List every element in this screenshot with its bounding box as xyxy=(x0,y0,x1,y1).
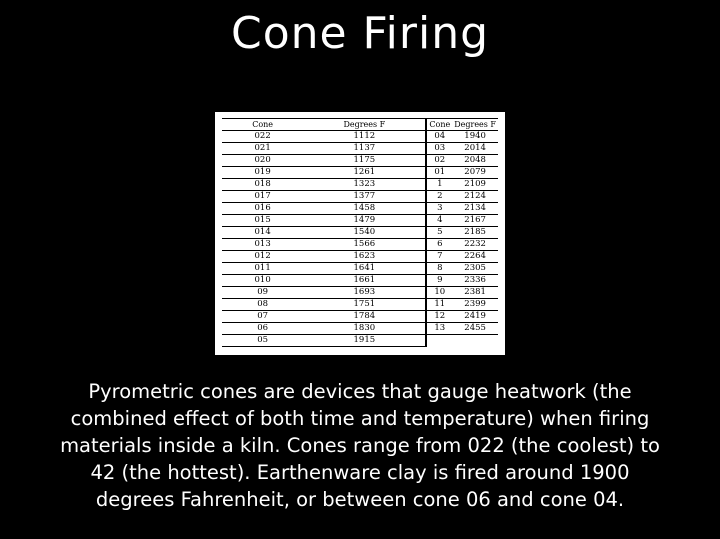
cell-cone-right: 10 xyxy=(427,287,452,299)
cone-table xyxy=(222,118,498,347)
cell-degrees-left: 1137 xyxy=(303,143,426,155)
cell-cone-left: 05 xyxy=(222,335,303,347)
cell-cone-left: 015 xyxy=(222,215,303,227)
cell-cone-right: 5 xyxy=(427,227,452,239)
cell-cone-left: 018 xyxy=(222,179,303,191)
cell-degrees-left: 1784 xyxy=(303,311,426,323)
cell-degrees-right: 1940 xyxy=(452,131,498,143)
header-cone-left: Cone xyxy=(222,119,303,131)
cell-degrees-left: 1566 xyxy=(303,239,426,251)
cell-cone-right: 3 xyxy=(427,203,452,215)
body-paragraph: Pyrometric cones are devices that gauge heatwork (the combined effect of both time and temperature) when firing materials inside a kiln. Cones range from 022 (the coolest) to 42 (the hottest). Earthenware clay is fired around 1900 degrees Fahrenheit, or between cone 06 and cone 04. xyxy=(60,380,660,511)
cell-degrees-right: 2048 xyxy=(452,155,498,167)
cell-degrees-right: 2399 xyxy=(452,299,498,311)
cell-cone-right: 04 xyxy=(427,131,452,143)
cell-cone-right: 6 xyxy=(427,239,452,251)
cell-cone-right: 4 xyxy=(427,215,452,227)
cell-degrees-left: 1661 xyxy=(303,275,426,287)
table-row xyxy=(222,203,498,215)
cell-degrees-left: 1377 xyxy=(303,191,426,203)
cell-cone-right: 1 xyxy=(427,179,452,191)
cell-cone-left: 012 xyxy=(222,251,303,263)
table-row xyxy=(222,227,498,239)
table-row xyxy=(222,323,498,335)
cell-degrees-left: 1641 xyxy=(303,263,426,275)
table-row xyxy=(222,215,498,227)
cell-cone-right: 13 xyxy=(427,323,452,335)
table-row xyxy=(222,191,498,203)
table-header-row xyxy=(222,119,498,131)
cell-degrees-right: 2167 xyxy=(452,215,498,227)
cell-degrees-left: 1751 xyxy=(303,299,426,311)
table-row xyxy=(222,311,498,323)
cell-cone-right: 12 xyxy=(427,311,452,323)
cell-cone-left: 08 xyxy=(222,299,303,311)
cell-cone-left: 06 xyxy=(222,323,303,335)
cell-degrees-left: 1693 xyxy=(303,287,426,299)
cell-degrees-right: 2185 xyxy=(452,227,498,239)
cell-degrees-right: 2336 xyxy=(452,275,498,287)
cell-degrees-right: 2381 xyxy=(452,287,498,299)
cell-degrees-right: 2014 xyxy=(452,143,498,155)
cell-cone-right xyxy=(427,335,452,347)
cone-temperature-table xyxy=(215,112,505,355)
cell-degrees-left: 1323 xyxy=(303,179,426,191)
cell-degrees-left: 1112 xyxy=(303,131,426,143)
cell-cone-left: 019 xyxy=(222,167,303,179)
cell-degrees-right: 2134 xyxy=(452,203,498,215)
table-row xyxy=(222,263,498,275)
cell-degrees-right: 2264 xyxy=(452,251,498,263)
cell-degrees-left: 1175 xyxy=(303,155,426,167)
cell-degrees-right: 2305 xyxy=(452,263,498,275)
cell-cone-right: 02 xyxy=(427,155,452,167)
cell-cone-right: 8 xyxy=(427,263,452,275)
table-row xyxy=(222,251,498,263)
cell-degrees-left: 1540 xyxy=(303,227,426,239)
cell-cone-left: 09 xyxy=(222,287,303,299)
cell-degrees-left: 1830 xyxy=(303,323,426,335)
cell-degrees-right: 2232 xyxy=(452,239,498,251)
header-degrees-left: Degrees F xyxy=(303,119,426,131)
table-row xyxy=(222,287,498,299)
cell-cone-left: 021 xyxy=(222,143,303,155)
cell-cone-left: 011 xyxy=(222,263,303,275)
cell-cone-left: 013 xyxy=(222,239,303,251)
cell-cone-left: 016 xyxy=(222,203,303,215)
cell-cone-left: 020 xyxy=(222,155,303,167)
cell-cone-left: 022 xyxy=(222,131,303,143)
table-row xyxy=(222,299,498,311)
cell-degrees-left: 1479 xyxy=(303,215,426,227)
cell-degrees-left: 1261 xyxy=(303,167,426,179)
cell-cone-right: 7 xyxy=(427,251,452,263)
cell-degrees-right: 2079 xyxy=(452,167,498,179)
cell-degrees-right: 2109 xyxy=(452,179,498,191)
table-row xyxy=(222,335,498,347)
table-row xyxy=(222,239,498,251)
table-row xyxy=(222,131,498,143)
cell-cone-right: 9 xyxy=(427,275,452,287)
cell-cone-left: 017 xyxy=(222,191,303,203)
table-row xyxy=(222,179,498,191)
cell-cone-right: 2 xyxy=(427,191,452,203)
table-row xyxy=(222,143,498,155)
page-title: Cone Firing xyxy=(230,8,490,59)
cell-cone-left: 010 xyxy=(222,275,303,287)
cell-degrees-right: 2419 xyxy=(452,311,498,323)
table-header xyxy=(222,119,498,131)
cell-cone-left: 014 xyxy=(222,227,303,239)
cell-degrees-right: 2124 xyxy=(452,191,498,203)
cell-cone-left: 07 xyxy=(222,311,303,323)
header-cone-right: Cone xyxy=(427,119,452,131)
table-body xyxy=(222,131,498,347)
cell-degrees-right: 2455 xyxy=(452,323,498,335)
cell-cone-right: 11 xyxy=(427,299,452,311)
table-row xyxy=(222,167,498,179)
header-degrees-right: Degrees F xyxy=(452,119,498,131)
cell-degrees-left: 1915 xyxy=(303,335,426,347)
cell-degrees-left: 1458 xyxy=(303,203,426,215)
table-row xyxy=(222,275,498,287)
table-row xyxy=(222,155,498,167)
cell-cone-right: 03 xyxy=(427,143,452,155)
cell-degrees-left: 1623 xyxy=(303,251,426,263)
cell-degrees-right xyxy=(452,335,498,347)
cell-cone-right: 01 xyxy=(427,167,452,179)
